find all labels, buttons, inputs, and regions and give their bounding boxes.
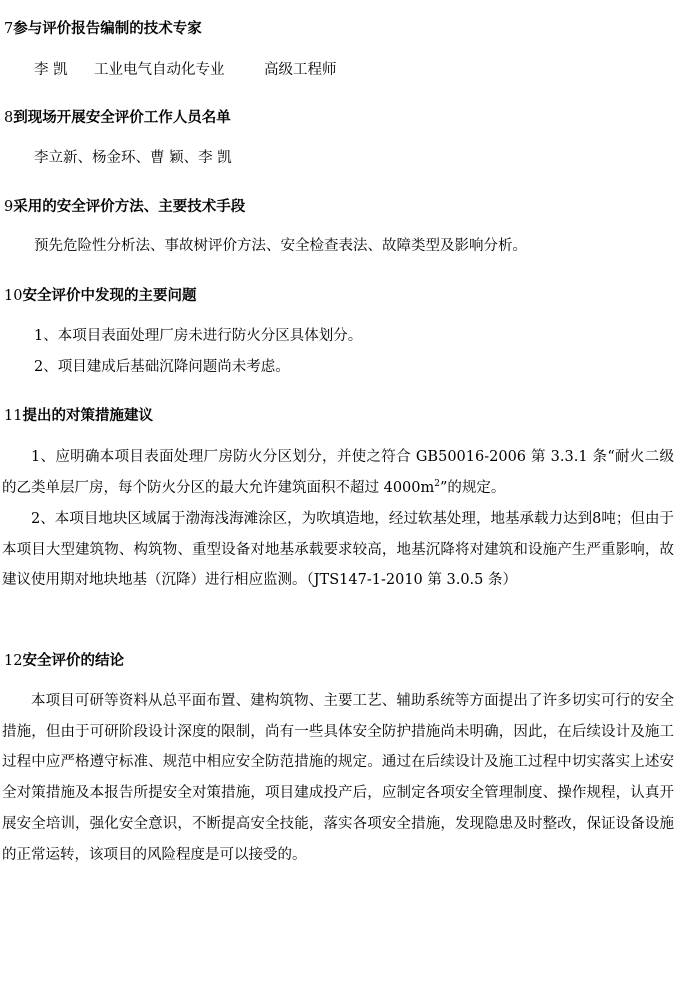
section-8-number: 8	[4, 110, 14, 126]
section-10-number: 10	[4, 288, 23, 304]
suggestion-1-tail: ”的规定。	[440, 479, 506, 496]
expert-title: 高级工程师	[264, 62, 337, 78]
expert-major: 工业电气自动化专业	[94, 62, 225, 78]
superscript-2: 2	[434, 478, 440, 489]
section-12-title: 安全评价的结论	[22, 653, 124, 669]
section-8-heading	[4, 108, 231, 128]
problem-item-1: 1、本项目表面处理厂房未进行防火分区具体划分。	[34, 328, 363, 344]
section-7-title: 参与评价报告编制的技术专家	[13, 21, 202, 37]
section-9-title: 采用的安全评价方法、主要技术手段	[13, 199, 246, 215]
section-12-heading	[4, 651, 124, 671]
section-11-heading	[4, 406, 153, 426]
suggestion-item-2: 2、本项目地块区域属于渤海浅海滩涂区，为吹填造地，经过软基处理，地基承载力达到8吨；但由于本项目大型建筑物、构筑物、重型设备对地基承载要求较高，地基沉降将对建筑和设施产生严重影响，故建议使用期对地块地基（沉降）进行相应监测。（JTS147-1-2010 第 3.0.5 条）	[2, 511, 674, 589]
section-10-heading	[4, 286, 196, 306]
section-8-title: 到现场开展安全评价工作人员名单	[13, 110, 231, 126]
section-11-number: 11	[4, 408, 23, 424]
suggestion-1-text: 1、应明确本项目表面处理厂房防火分区划分，并使之符合 GB50016-2006 第 3.3.1 条“耐火二级的乙类单层厂房，每个防火分区的最大允许建筑面积不超过 4000m	[2, 449, 674, 496]
section-7-heading	[4, 19, 202, 39]
staff-names: 李立新、杨金环、曹 颖、李 凯	[34, 150, 232, 166]
suggestion-item-1	[2, 442, 674, 503]
expert-row	[34, 60, 337, 80]
conclusion-text: 本项目可研等资料从总平面布置、建构筑物、主要工艺、辅助系统等方面提出了许多切实可行的安全措施，但由于可研阶段设计深度的限制，尚有一些具体安全防护措施尚未明确，因此，在后续设计及施工过程中应严格遵守标准、规范中相应安全防范措施的规定。通过在后续设计及施工过程中切实落实上述安全对策措施及本报告所提安全对策措施，项目建成投产后，应制定各项安全管理制度、操作规程，认真开展安全培训，强化安全意识，不断提高安全技能，落实各项安全措施，发现隐患及时整改，保证设备设施的正常运转，该项目的风险程度是可以接受的。	[2, 693, 674, 863]
section-11-title: 提出的对策措施建议	[22, 408, 153, 424]
section-12-number: 12	[4, 653, 23, 669]
expert-name: 李 凯	[34, 62, 68, 78]
section-7-number: 7	[4, 21, 14, 37]
section-9-heading	[4, 197, 245, 217]
methods-text: 预先危险性分析法、事故树评价方法、安全检查表法、故障类型及影响分析。	[34, 238, 527, 254]
problem-item-2: 2、项目建成后基础沉降问题尚未考虑。	[34, 359, 290, 375]
section-10-title: 安全评价中发现的主要问题	[22, 288, 197, 304]
section-9-number: 9	[4, 199, 14, 215]
